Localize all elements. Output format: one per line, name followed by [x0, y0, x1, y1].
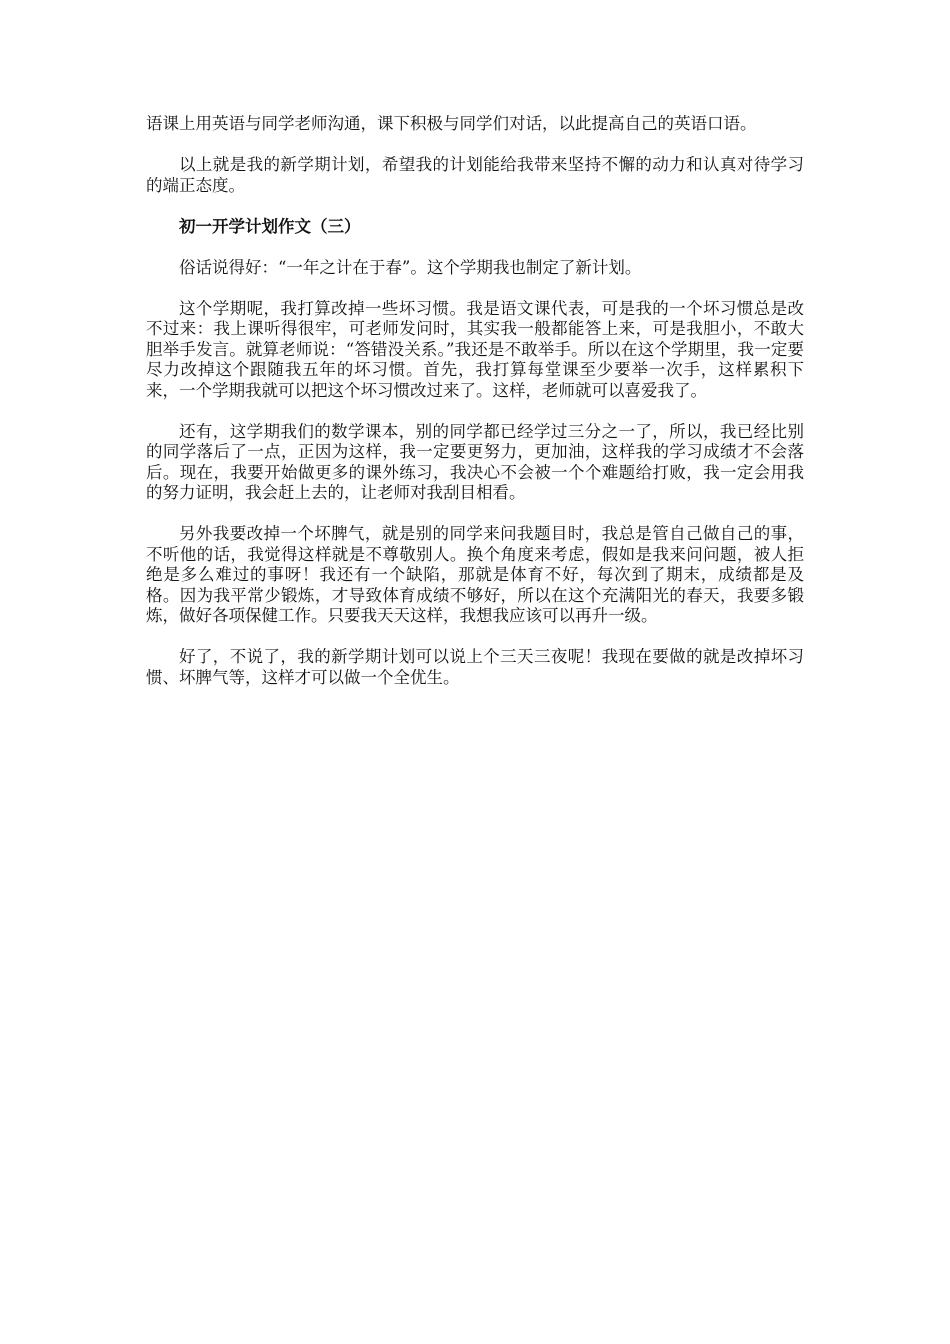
- paragraph-bad-habits: 这个学期呢，我打算改掉一些坏习惯。我是语文课代表，可是我的一个坏习惯总是改不过来：我上课听得很牢，可老师发问时，其实我一般都能答上来，可是我胆小，不敢大胆举手发言。就算老师说：“答错没关系。”我还是不敢举手。所以在这个学期里，我一定要尽力改掉这个跟随我五年的坏习惯。首先，我打算每堂课至少要举一次手，这样累积下来，一个学期我就可以把这个坏习惯改过来了。这样，老师就可以喜爱我了。: [146, 298, 804, 400]
- paragraph-math-study: 还有，这学期我们的数学课本，别的同学都已经学过三分之一了，所以，我已经比别的同学落后了一点，正因为这样，我一定要更努力，更加油，这样我的学习成绩才不会落后。现在，我要开始做更多的课外练习，我决心不会被一个个难题给打败，我一定会用我的努力证明，我会赶上去的，让老师对我刮目相看。: [146, 421, 804, 502]
- paragraph-plan-summary: 以上就是我的新学期计划，希望我的计划能给我带来坚持不懈的动力和认真对待学习的端正态度。: [146, 155, 804, 195]
- document-page: [146, 114, 804, 709]
- essay-heading: 初一开学计划作文（三）: [179, 216, 361, 236]
- paragraph-temper-and-exercise: 另外我要改掉一个坏脾气，就是别的同学来问我题目时，我总是管自己做自己的事，不听他的话，我觉得这样就是不尊敬别人。换个角度来考虑，假如是我来问问题，被人拒绝是多么难过的事呀！我还有一个缺陷，那就是体育不好，每次到了期末，成绩都是及格。因为我平常少锻炼，才导致体育成绩不够好，所以在这个充满阳光的春天，我要多锻炼，做好各项保健工作。只要我天天这样，我想我应该可以再升一级。: [146, 524, 804, 625]
- paragraph-english-speaking: 语课上用英语与同学老师沟通，课下积极与同学们对话，以此提高自己的英语口语。: [146, 114, 757, 133]
- paragraph-conclusion: 好了，不说了，我的新学期计划可以说上个三天三夜呢！我现在要做的就是改掉坏习惯、坏脾气等，这样才可以做一个全优生。: [146, 647, 804, 687]
- paragraph-proverb: 俗话说得好：“一年之计在于春”。这个学期我也制定了新计划。: [179, 257, 642, 277]
